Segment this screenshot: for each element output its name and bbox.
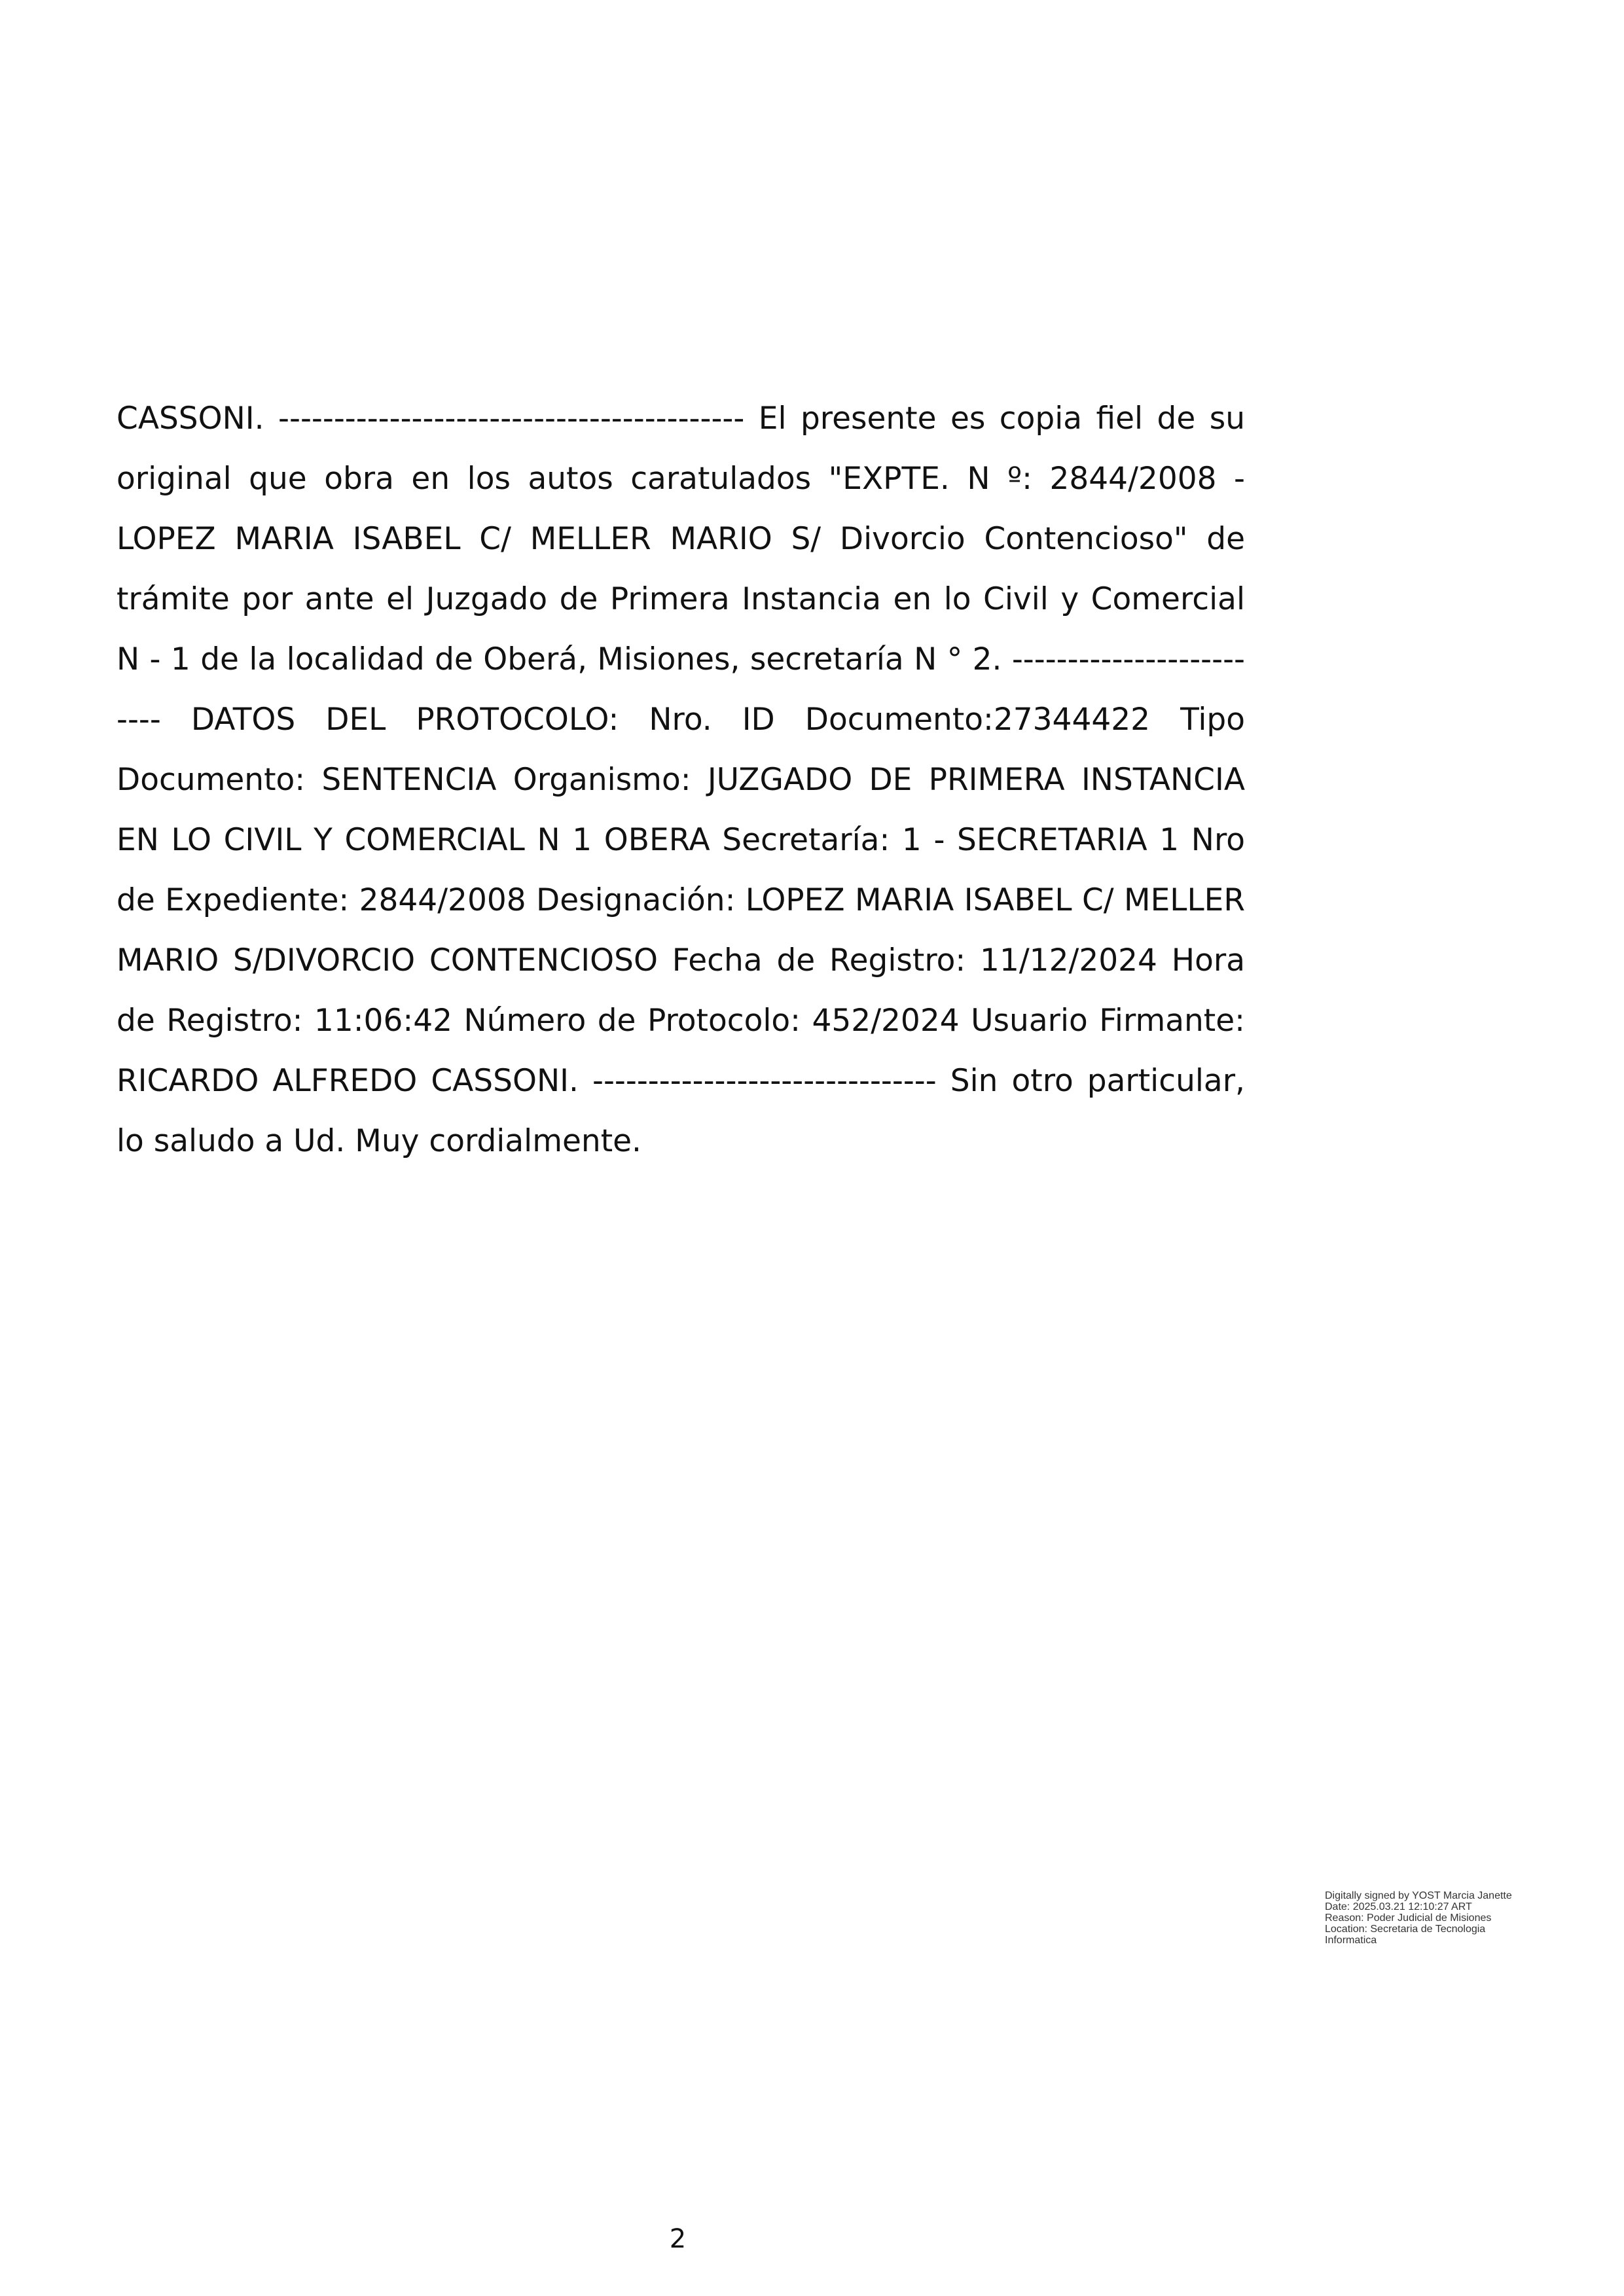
- body-paragraph: CASSONI. ------------------------------------------ El presente es copia fiel de su original que obra en los autos caratulados "EXPTE. N º: 2844/2008 - LOPEZ MARIA ISABEL C/ MELLER MARIO S/ Divorcio Contencioso" de trámite por ante el Juzgado de Primera Instancia en lo Civil y Comercial N - 1 de la localidad de Oberá, Misiones, secretaría N ° 2. ------------------------- DATOS DEL PROTOCOLO: Nro. ID Documento:27344422 Tipo Documento: SENTENCIA Organismo: JUZGADO DE PRIMERA INSTANCIA EN LO CIVIL Y COMERCIAL N 1 OBERA Secretaría: 1 - SECRETARIA 1 Nro de Expediente: 2844/2008 Designación: LOPEZ MARIA ISABEL C/ MELLER MARIO S/DIVORCIO CONTENCIOSO Fecha de Registro: 11/12/2024 Hora de Registro: 11:06:42 Número de Protocolo: 452/2024 Usuario Firmante: RICARDO ALFREDO CASSONI. ------------------------------- Sin otro particular, lo saludo a Ud. Muy cordialmente.: [117, 401, 1245, 1159]
- signature-signer: Digitally signed by YOST Marcia Janette: [1325, 1890, 1512, 1901]
- signature-location: Location: Secretaria de Tecnologia: [1325, 1924, 1486, 1935]
- signature-date: Date: 2025.03.21 12:10:27 ART: [1325, 1901, 1472, 1912]
- page-number: 2: [669, 2224, 687, 2254]
- signature-location-cont: Informatica: [1325, 1935, 1377, 1946]
- signature-reason: Reason: Poder Judicial de Misiones: [1325, 1912, 1492, 1924]
- digital-signature-stamp: [1325, 1890, 1574, 1946]
